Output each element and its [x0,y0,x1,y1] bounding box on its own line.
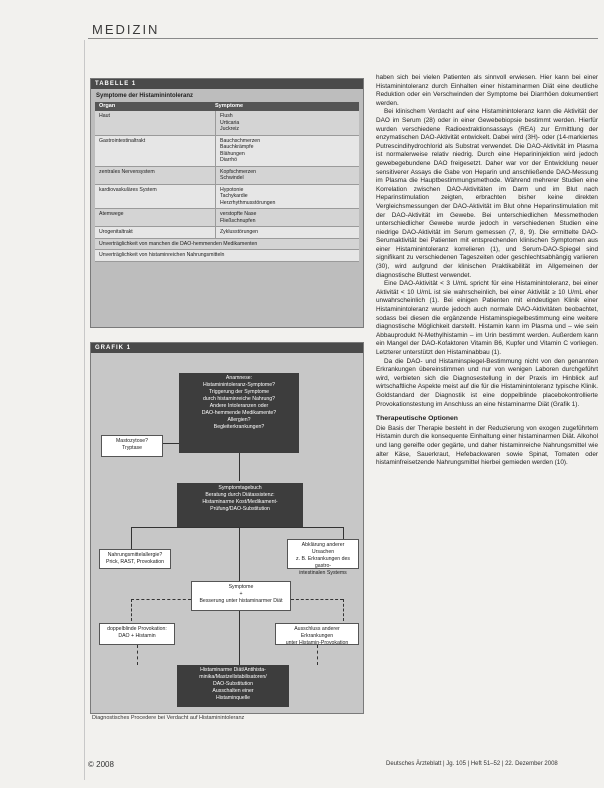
table-header [95,102,359,111]
flow-dashed-line [317,645,318,665]
header-rule [88,38,598,39]
table-row [95,111,359,136]
organ-cell: zentrales Nervensystem [99,168,155,175]
flow-arrow [239,453,240,481]
flow-box-diary: Symptomtagebuch Beratung durch Diätassistenz: Histaminarme Kost/Medikament- Prüfung/DAO-Substitution [177,483,303,527]
section-title: MEDIZIN [92,22,160,37]
flow-box-provocation: doppelblinde Provokation: DAO + Histamin [99,623,175,645]
paragraph: Die Basis der Therapie besteht in der Reduzierung von exogen zugeführtem Histamin durch die konsequente Einhaltung einer histaminarmen Diät. Alkohol und lang gereifte oder gegärte, und daher histaminreiche Nahrungsmittel wie alter Käse, Sauerkraut, Hefebackwaren sowie Spinat, Tomaten oder histaminfreisetzende Nahrungsmittel hierbei gemieden werden (10). [376,424,598,467]
table-row [95,209,359,227]
organ-cell: kardiovaskuläres System [99,186,157,193]
flow-box-improvement: Symptome + Besserung unter histaminarmer Diät [191,581,291,611]
figure-label: GRAFIK 1 [91,343,363,353]
section-heading: Therapeutische Optionen [376,415,458,423]
flow-box-mastocytosis: Mastozytose? Tryptase [101,435,163,457]
flow-dashed-line [131,599,191,600]
flow-dashed-line [291,599,343,600]
organ-cell: Haut [99,113,110,119]
table-note: Unverträglichkeit von manchen die DAO-hemmenden Medikamenten [95,239,359,251]
symptoms-cell: Bauchschmerzen Bauchkrämpfe Blähungen Diarrhö [215,136,359,166]
flow-dashed-line [131,599,132,621]
table-row [95,185,359,210]
flow-box-exclusion: Ausschluss anderer Erkrankungen unter Histamin-Provokation [275,623,359,645]
symptoms-cell: Hypotonie Tachykardie Herzrhythmusstörungen [215,185,359,209]
organ-cell: Atemwege [99,211,124,217]
organ-cell: Gastrointestinaltrakt [99,137,146,144]
column-header-organ: Organ [99,103,116,109]
table-row [95,227,359,239]
symptoms-cell: verstopfte Nase Fließschnupfen [215,209,359,226]
flow-arrow [239,527,240,581]
flow-arrow [131,527,132,549]
margin-rule [84,40,85,780]
figure-legend: Diagnostisches Procedere bei Verdacht auf Histaminintoleranz [92,715,245,721]
flow-arrow [131,527,343,528]
flow-box-food-allergy: Nahrungsmittelallergie? Prick, RAST, Provokation [99,549,171,569]
symptoms-cell: Zyklusstörungen [215,227,359,238]
table-row [95,136,359,167]
column-header-symptoms: Symptome [215,103,244,109]
flow-dashed-line [343,599,344,621]
symptoms-cell: Flush Urticaria Juckreiz [215,111,359,135]
paragraph: Da die DAO- und Histaminspiegel-Bestimmung nicht von den genannten Erkrankungen übereinstimmen und nur von wenigen Laboren durchgeführt wird, verbieten sich die Diagnosestellung in der Praxis im Hinblick auf wirtschaftliche Aspekte meist auf die für die Histaminintoleranz typische Klinik. Goldstandard der Diagnostik ist eine doppelblinde placebokontrollierte Provokationstestung im Anschluss an eine histaminarme Diät (Grafik 1). [376,357,598,408]
paragraph: Bei klinischem Verdacht auf eine Histaminintoleranz kann die Aktivität der DAO im Serum (28) oder in einer Gewebebiopsie bestimmt werden. Hierfür wurden verschiedene Radioextraktionsassays (REA) zur Ermittlung der enzymatischen DAO-Aktivität entwickelt. Dabei wird (3H)- oder (14-markiertes Putrescindihydrochlorid als Substrat verwendet. Die DAO-Aktivität im Plasma ist normalerweise relativ niedrig. Durch eine Heparininjektion wird jedoch gewebegebundene DAO freigesetzt. Daher war vor der Entwicklung neuer sensitiverer Assays die Gabe von Heparin und anschließende DAO-Messung im Plasma die Hauptbestimmungsmethode. Während mehrerer Studien eine Korrelation zwischen DAO-Aktivitäten im Darm und im Blut nach Heparinstimulation zeigten, erbrachten bisher keine direkten Vergleichsmessungen der DAO-Aktivität im Blut ohne Heparinstimulation mit der DAO-Aktivität im Gewebe. Bei unterschiedlichen Messmethoden unterschiedlicher Gewebe wurde jedoch in verschiedenen Studien eine niedrige DAO-Aktivität im Serum gemessen (7, 8, 9). Die ermittelte DAO-Serumaktivität bei Patienten mit entsprechenden klinischen Symptomen aus einer Histaminintoleranz korrelieren (1), und Serum-DAO-Spiegel sind signifikant zu verschiedenen Tageszeiten oder geschlechtsabhängig variieren (30), wird aufgrund der klinischen Praktikabilität im Allgemeinen der diagnostische Bluttest verwendet. [376,108,598,279]
footer-copyright: © 2008 [88,760,114,769]
flow-box-anamnesis: Anamnese: Histaminintoleranz-Symptome? Triggerung der Symptome durch histaminreiche Nahrung? Andere Intoleranzen oder DAO-hemmende Medikamente? Allergien? Begleiterkrankungen? [179,373,299,453]
flow-arrow [343,527,344,539]
flowchart-box [90,342,364,714]
text-column [376,74,598,468]
flow-box-other-causes: Abklärung anderer Ursachen z. B. Erkrankungen des gastro- intestinalen Systems [287,539,359,569]
flow-arrow [239,611,240,665]
table-box [90,78,364,328]
organ-cell: Urogenitaltrakt [99,229,133,235]
table-caption: Symptome der Histaminintoleranz [96,93,194,99]
table-label: TABELLE 1 [91,79,363,89]
flow-dashed-line [137,645,138,665]
symptom-table [95,102,359,262]
footer-citation: Deutsches Ärzteblatt | Jg. 105 | Heft 51–52 | 22. Dezember 2008 [386,761,558,767]
flow-box-therapy: Histaminarme Diät/Antihista- minika/Mastzellstabilisatoren/ DAO-Substitution Ausschalten einer Histaminquelle [177,665,289,707]
paragraph: Eine DAO-Aktivität < 3 U/mL spricht für eine Histaminintoleranz, bei einer Aktivität < 10 U/mL ist sie wahrscheinlich, bei einer Aktivität ≥ 10 U/mL eher unwahrscheinlich (1). Bei einigen Patienten mit eindeutigen Klinik einer Histaminintoleranz wurde jedoch auch normale DAO-Aktivitäten beobachtet, sodass bei diesen die ergänzende Histaminspiegelbestimmung eine weitere diagnostische Möglichkeit darstellt. Histamin kann im Plasma und – wie sein Abbauprodukt N-Methylhistamin – im Urin bestimmt werden. Außerdem kann ein Mangel der DAO-Kofaktoren Vitamin B6, Kupfer und Vitamin C vorliegen. Letzterer unterstützt den Histaminabbau (1). [376,280,598,356]
table-row [95,167,359,185]
table-note: Unverträglichkeit von histaminreichen Nahrungsmitteln [95,250,359,262]
symptoms-cell: Kopfschmerzen Schwindel [215,167,359,184]
paragraph: haben sich bei vielen Patienten als sinnvoll erwiesen. Hier kann bei einer Histaminintoleranz durch Einhalten einer histaminarmen Diät eine deutliche Reduktion oder ein Verschwinden der Symptome bei Diarrhöen dokumentiert werden. [376,74,598,107]
flow-arrow [163,443,179,444]
